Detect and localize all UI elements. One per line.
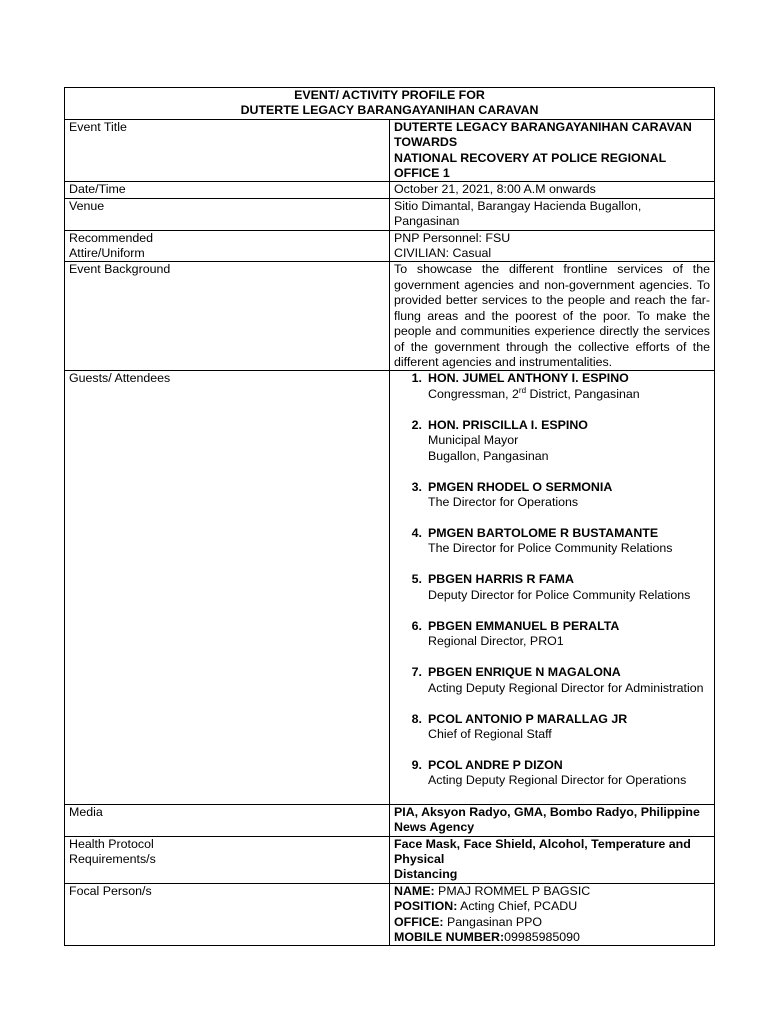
guest-name: PMGEN RHODEL O SERMONIA bbox=[428, 479, 613, 494]
guest-name: PBGEN HARRIS R FAMA bbox=[428, 572, 574, 587]
guest-number: 9. bbox=[411, 757, 422, 772]
table-row-guests bbox=[65, 371, 715, 804]
guest-item bbox=[411, 417, 710, 464]
guest-number: 3. bbox=[411, 479, 422, 494]
value-guests bbox=[390, 371, 715, 804]
guest-list bbox=[394, 371, 710, 788]
event-profile-table bbox=[64, 87, 715, 946]
guest-position: The Director for Police Community Relations bbox=[428, 541, 673, 556]
table-row-venue bbox=[65, 198, 715, 230]
guest-item bbox=[411, 525, 710, 557]
title-line-1: EVENT/ ACTIVITY PROFILE FOR bbox=[294, 88, 485, 102]
table-row-focal-person bbox=[65, 883, 715, 946]
value-date-time: October 21, 2021, 8:00 A.M onwards bbox=[390, 182, 715, 198]
label-health-protocol bbox=[65, 836, 390, 883]
guest-position-text: Congressman, 2 bbox=[428, 386, 519, 401]
guest-name: PMGEN BARTOLOME R BUSTAMANTE bbox=[428, 525, 659, 540]
attire-label-line-1: Recommended bbox=[69, 230, 154, 245]
attire-pnp: PNP Personnel: FSU bbox=[394, 230, 511, 245]
guest-position: Regional Director, PRO1 bbox=[428, 634, 564, 649]
guest-name: HON. JUMEL ANTHONY I. ESPINO bbox=[428, 371, 629, 386]
guest-item bbox=[411, 572, 710, 603]
guest-position: Municipal Mayor bbox=[428, 433, 519, 448]
value-background: To showcase the different frontline services of the government agencies and non-government agencies. To provided better services to the people and reach the far-flung areas and the poorest of the poor. To make the people and communities experience directly the services of the government through the collective efforts of the different agencies and instrumentalities. bbox=[390, 262, 715, 371]
value-venue: Sitio Dimantal, Barangay Hacienda Bugallon, Pangasinan bbox=[390, 198, 715, 230]
health-label-line-1: Health Protocol bbox=[69, 836, 154, 851]
table-row-date-time bbox=[65, 182, 715, 198]
guest-name: PBGEN ENRIQUE N MAGALONA bbox=[428, 665, 621, 680]
ordinal-suffix: rd bbox=[518, 385, 527, 395]
guest-position: Acting Deputy Regional Director for Administration bbox=[428, 680, 704, 695]
focal-mobile-label: MOBILE NUMBER: bbox=[394, 930, 505, 945]
guest-item bbox=[411, 618, 710, 650]
document-title bbox=[65, 88, 715, 120]
focal-office bbox=[394, 915, 710, 930]
guest-name: HON. PRISCILLA I. ESPINO bbox=[428, 417, 588, 432]
value-focal-person bbox=[390, 883, 715, 946]
focal-mobile-value: 09985985090 bbox=[504, 930, 580, 945]
health-value-line-2: Distancing bbox=[394, 867, 458, 882]
guest-number: 6. bbox=[411, 618, 422, 633]
focal-office-label: OFFICE: bbox=[394, 914, 444, 929]
focal-name bbox=[394, 884, 710, 899]
guest-item bbox=[411, 757, 710, 789]
guest-position-text-end: District, Pangasinan bbox=[526, 386, 640, 401]
focal-name-value: PMAJ ROMMEL P BAGSIC bbox=[434, 883, 591, 898]
guest-item bbox=[411, 711, 710, 743]
guest-number: 5. bbox=[411, 572, 422, 587]
label-attire bbox=[65, 230, 390, 262]
label-media: Media bbox=[65, 804, 390, 836]
event-title-line-1: DUTERTE LEGACY BARANGAYANIHAN CARAVAN TOWARDS bbox=[394, 119, 692, 150]
focal-position-label: POSITION: bbox=[394, 899, 458, 914]
guest-number: 7. bbox=[411, 665, 422, 680]
guest-item bbox=[411, 479, 710, 511]
guest-name: PBGEN EMMANUEL B PERALTA bbox=[428, 618, 620, 633]
table-row-event-title bbox=[65, 119, 715, 182]
guest-name: PCOL ANTONIO P MARALLAG JR bbox=[428, 711, 628, 726]
value-health-protocol bbox=[390, 836, 715, 883]
event-title-line-2: NATIONAL RECOVERY AT POLICE REGIONAL OFFICE 1 bbox=[394, 150, 666, 181]
guest-position bbox=[428, 387, 710, 402]
guest-number: 4. bbox=[411, 525, 422, 540]
label-date-time: Date/Time bbox=[65, 182, 390, 198]
attire-civilian: CIVILIAN: Casual bbox=[394, 246, 492, 261]
guest-item bbox=[411, 371, 710, 402]
focal-mobile bbox=[394, 930, 710, 945]
guest-position: Acting Deputy Regional Director for Operations bbox=[428, 773, 687, 788]
label-focal-person: Focal Person/s bbox=[65, 883, 390, 946]
guest-number: 8. bbox=[411, 711, 422, 726]
focal-office-value: Pangasinan PPO bbox=[443, 914, 543, 929]
value-media: PIA, Aksyon Radyo, GMA, Bombo Radyo, Philippine News Agency bbox=[390, 804, 715, 836]
guest-item bbox=[411, 665, 710, 696]
label-venue: Venue bbox=[65, 198, 390, 230]
value-event-title bbox=[390, 119, 715, 182]
focal-name-label: NAME: bbox=[394, 883, 435, 898]
health-value-line-1: Face Mask, Face Shield, Alcohol, Temperature and Physical bbox=[394, 836, 691, 866]
guest-name: PCOL ANDRE P DIZON bbox=[428, 757, 563, 772]
guest-number: 2. bbox=[411, 417, 422, 432]
label-event-title: Event Title bbox=[65, 119, 390, 182]
table-row-media bbox=[65, 804, 715, 836]
guest-location: Bugallon, Pangasinan bbox=[428, 448, 549, 463]
focal-position bbox=[394, 899, 710, 914]
guest-number: 1. bbox=[411, 371, 422, 386]
table-row-health-protocol bbox=[65, 836, 715, 883]
table-header-row bbox=[65, 88, 715, 120]
value-attire bbox=[390, 230, 715, 262]
title-line-2: DUTERTE LEGACY BARANGAYANIHAN CARAVAN bbox=[240, 103, 539, 118]
guest-position: Deputy Director for Police Community Relations bbox=[428, 587, 691, 602]
health-label-line-2: Requirements/s bbox=[69, 852, 156, 866]
guest-position: The Director for Operations bbox=[428, 494, 579, 509]
label-background: Event Background bbox=[65, 262, 390, 371]
guest-position: Chief of Regional Staff bbox=[428, 726, 552, 741]
table-row-attire bbox=[65, 230, 715, 262]
label-guests: Guests/ Attendees bbox=[65, 371, 390, 804]
table-row-background bbox=[65, 262, 715, 371]
attire-label-line-2: Attire/Uniform bbox=[69, 246, 145, 261]
focal-position-value: Acting Chief, PCADU bbox=[457, 899, 578, 914]
